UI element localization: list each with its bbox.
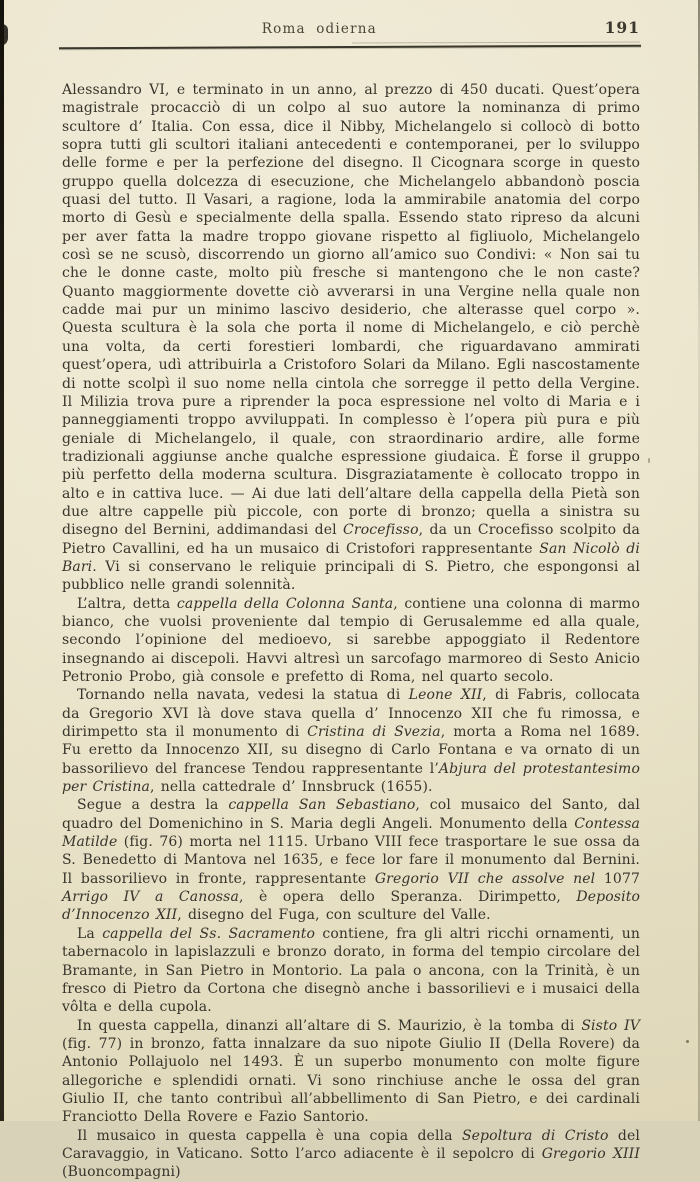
italic-text-segment: cappella San Sebastiano [228, 797, 416, 814]
text-segment: , nella cattedrale d’ Innsbruck (1655). [149, 779, 433, 796]
paragraph [62, 1127, 640, 1182]
text-segment: , col musaico del Santo, dal quadro del Domenichino in S. Maria degli Angeli. Monumento della [62, 797, 640, 832]
text-segment: , è opera dello Speranza. Dirimpetto, [238, 889, 577, 906]
text-segment: . Vi si conservano le reliquie principali di S. Pietro, che espongonsi al pubblico nelle grandi solennità. [62, 558, 640, 594]
italic-text-segment: Sisto IV [581, 1017, 640, 1034]
scan-speck [648, 458, 650, 463]
italic-text-segment: Gregorio VII che assolve nel [374, 870, 596, 887]
paragraph [62, 595, 640, 687]
header-rule [59, 45, 641, 50]
italic-text-segment: Sepoltura di Cristo [461, 1127, 609, 1144]
text-segment: (Buoncompagni) [62, 1164, 181, 1181]
italic-text-segment: Abjura del protestantesimo per Cristina [62, 760, 640, 796]
italic-text-segment: cappella della Colonna Santa [176, 595, 394, 612]
page-body [62, 81, 640, 1182]
scan-left-edge [0, 0, 4, 1121]
scan-speck [686, 1040, 689, 1043]
text-segment: , disegno del Fuga, con sculture del Valle. [177, 907, 491, 924]
text-segment: contiene, fra gli altri ricchi ornamenti, un tabernacolo in lapislazzuli e bronzo dorato, in forma del tempio circolare del Bramante, in San Pietro in Montorio. La pala o ancona, con la Trinità, è un fresco di Pietro da Cortona che disegnò anche i bassorilievi e i musaici della vôlta e della cupola. [62, 925, 640, 1016]
text-segment: Il musaico in questa cappella è una copia della [77, 1127, 462, 1144]
text-segment: Alessandro VI, e terminato in un anno, al prezzo di 450 ducati. Quest’opera magistrale procacciò di un colpo al suo autore la nominanza di primo scultore d’ Italia. Con essa, dice il Nibby, Michelangelo si collocò di botto sopra tutti gli scultori italiani antecedenti e contemporanei, per lo sviluppo delle forme e per la perfezione del disegno. Il Cicognara scorge in questo gruppo quella dolcezza di esecuzione, che Michelangelo abbandonò poscia quasi del tutto. Il Vasari, a ragione, loda la ammirabile anatomia del corpo morto di Gesù e specialmente della spalla. Essendo stato ripreso da alcuni per aver fatta la madre troppo giovane rispetto al figliuolo, Michelangelo così se ne scusò, discorrendo un giorno all’amico suo Condivi: « Non sai tu che le donne caste, molto più fresche si mantengono che le non caste? Quanto maggiormente dovette ciò avverarsi in una Vergine nella quale non cadde mai pur un minimo lascivo desiderio, che alterasse quel corpo ». Questa scultura è la sola che porta il nome di Michelangelo, e ciò perchè una volta, da certi forestieri lombardi, che riguardavano ammirati quest’opera, udì attribuirla a Cristoforo Solari da Milano. Egli nascostamente di notte scolpì il suo nome nella cintola che sorregge il petto della Vergine. Il Milizia trova pure a riprender la poca espressione nel volto di Maria e i panneggiamenti troppo avviluppati. In complesso è l’opera più pura e più geniale di Michelangelo, il quale, con straordinario ardire, alle forme tradizionali aggiunse anche qualche espressione giudaica. È forse il gruppo più perfetto della moderna scultura. Disgraziatamente è collocato troppo in alto e in cattiva luce. — Ai due lati dell’altare della cappella della Pietà son due altre cappelle più piccole, con porte di bronzo; quella a sinistra su disegno del Bernini, addimandasi del [62, 82, 640, 539]
italic-text-segment: San Nicolò di Bari [62, 540, 640, 575]
text-segment: (fig. 77) in bronzo, fatta innalzare da suo nipote Giulio II (Della Rovere) da Antonio Pollajuolo nel 1493. È un superbo monumento con molte figure allegoriche e splendidi ornati. Vi sono rinchiuse anche le ossa del gran Giulio II, che tanto contribuì all’abbellimento di San Pietro, e dei cardinali Franciotto Della Rovere e Fazio Santorio. [62, 1035, 640, 1126]
italic-text-segment: Deposito d’Innocenzo XII [62, 889, 640, 924]
italic-text-segment: Crocefisso [343, 522, 419, 539]
text-segment: La [77, 925, 103, 942]
running-head [62, 18, 640, 37]
italic-text-segment: Contessa Matilde [62, 815, 640, 851]
page-number: 191 [604, 18, 640, 37]
text-segment: Tornando nella navata, vedesi la statua di [77, 687, 409, 704]
text-segment: Segue a destra la [77, 797, 229, 814]
text-segment: , morta a Roma nel 1689. Fu eretto da Innocenzo XII, su disegno di Carlo Fontana e va ornato di un bassorilievo del francese Tendou rappresentante l’ [62, 724, 640, 777]
paragraph [62, 925, 640, 1017]
italic-text-segment: Gregorio XIII [541, 1145, 640, 1162]
italic-text-segment: Cristina di Svezia [307, 724, 441, 741]
text-segment: , da un Crocefisso scolpito da Pietro Cavallini, ed ha un musaico di Cristofori rappresentante [62, 522, 640, 557]
italic-text-segment: Arrigo IV a Canossa [62, 889, 239, 906]
paragraph [62, 796, 640, 924]
paragraph [62, 1017, 640, 1127]
text-segment: L’altra, detta [77, 595, 177, 612]
text-segment: In questa cappella, dinanzi all’altare di S. Maurizio, è la tomba di [77, 1017, 582, 1034]
running-title: Roma odierna [261, 21, 377, 37]
paragraph [62, 81, 640, 595]
paragraph [62, 686, 640, 796]
text-segment: del Caravaggio, in Vaticano. Sotto l’arco adiacente è il sepolcro di [62, 1127, 640, 1162]
text-segment: , contiene una colonna di marmo bianco, che vuolsi proveniente dal tempio di Gerusalemme ed alla quale, secondo l’opinione del medioevo, si sarebbe appoggiato il Redentore insegnando ai discepoli. Havvi altresì un sarcofago marmoreo di Sesto Anicio Petronio Probo, già console e prefetto di Roma, nel quarto secolo. [62, 595, 640, 685]
text-segment: (fig. 76) morta nel 1115. Urbano VIII fece trasportare le sue ossa da S. Benedetto di Mantova nel 1635, e fece lor fare il monumento dal Bernini. Il bassorilievo in fronte, rappresentante [62, 834, 640, 887]
header-rule-faint [352, 41, 640, 43]
scan-edge-blob [0, 24, 8, 46]
text-segment: , di Fabris, collocata da Gregorio XVI là dove stava quella d’ Innocenzo XII che fu rimossa, e dirimpetto sta il monumento di [62, 687, 640, 741]
text-segment: 1077 [595, 870, 641, 887]
italic-text-segment: cappella del Ss. Sacramento [102, 925, 316, 942]
italic-text-segment: Leone XII [408, 687, 483, 704]
